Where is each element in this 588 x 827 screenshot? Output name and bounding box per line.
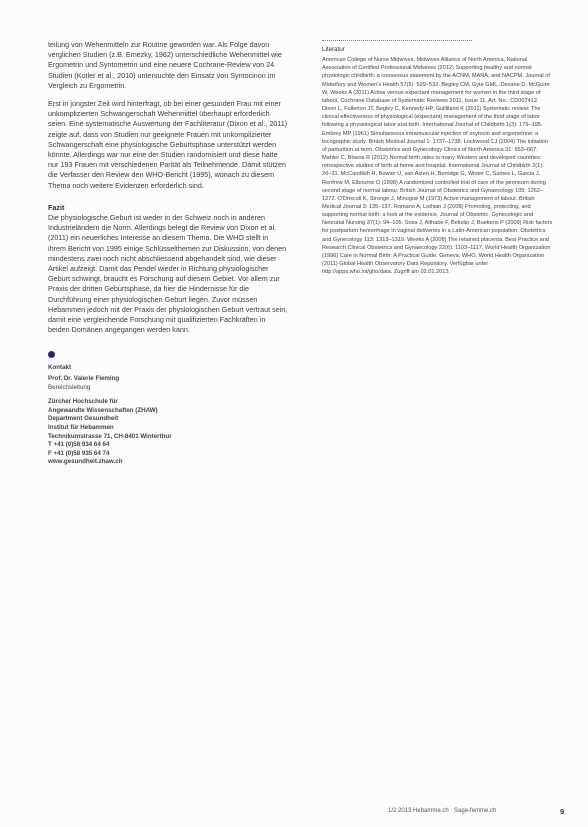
fazit-heading: Fazit xyxy=(48,202,65,212)
contact-line: Angewandte Wissenschaften (ZHAW) xyxy=(48,406,158,414)
contact-line: Technikumstrasse 71, CH-8401 Winterthur xyxy=(48,432,172,440)
right-column xyxy=(322,40,554,276)
contact-line: Institut für Hebammen xyxy=(48,424,114,432)
left-column xyxy=(48,40,288,467)
page-footer: 1/2 2013 Hebamme.ch · Sage-femme.ch xyxy=(388,808,497,814)
contact-line: Department Gesundheit xyxy=(48,415,119,423)
intro-paragraph: teilung von Wehenmitteln zur Routine geworden war. Als Folge davon verglichen Studien (z.B. Emezky, 1962) unterschiedliche Wehenmittel wie Ergometrin und Syntometrin und eine neuere Cochrane-Review von 24 Studien (Kotler et al., 2010) untersuchte den Einsatz von Syntocinon im Vergleich zu Ergometrin. xyxy=(48,40,282,90)
contact-name: Prof. Dr. Valerie Fleming xyxy=(48,375,120,383)
contact-line: F +41 (0)58 935 64 74 xyxy=(48,449,110,457)
contact-label: Kontakt xyxy=(48,364,72,372)
literature-title: Literatur xyxy=(322,46,345,53)
contact-role: Bereichsleitung xyxy=(48,383,91,391)
contact-line: T +41 (0)58 934 64 64 xyxy=(48,441,110,449)
literature-list: American College of Nurse Midwives, Midwives Alliance of North America, National Association of Certified Professional Midwives (2012) Supporting healthy and normal physiologic childbirth: a consensus statement by the ACNM, MANA, and NACPM. Journal of Midwifery and Women's Health 57(5): 529–532. Begley CM, Gyte GML, Devane D, McGuire W, Weeks A (2011) Active versus expectant management for women in the third stage of labour. Cochrane Database of Systematic Reviews 2011, Issue 11, Art. No.: CD007412. Dixon L, Fullerton JT, Begley C, Kennedy HP, Guilliland K (2011) Systematic review: The clinical effectiveness of physiological (expectant) management of the third stage of labor following a physiological labor and birth. International Journal of Childbirth 1(3): 179–195. Embrey MP (1961) Simultaneous intramuscular injection of oxytocin and ergometrine: a tocographic study. British Medical Journal 1: 1737–1738. Lockwood CJ (2004) The initiation of parturition at term. Obstetrics and Gynecology Clinics of North America 31: 653–667. Mahler C, Bloess R (2012) Normal birth rates in many Western and developed countries: retrospective studies of birth at home and hospital. International Journal of Childbirth 2(1): 20–31. McCandlish R, Bowler U, van Asten H, Berridge G, Winter C, Sames L, Garcia J, Renfrew M, Elbourne D (1998) A randomised controlled trial of care of the perineum during second stage of normal labour. British Journal of Obstetrics and Gynaecology 105: 1262–1272. O'Driscoll K, Stronge J, Minogue M (1973) Active management of labour. British Medical Journal 3: 135–137. Romano A, Lothian J (2008) Promoting, protecting, and supporting normal birth: a look at the evidence. Journal of Obstetric, Gynecologic and Neonatal Nursing 37(1): 94–105. Sosa J, Althabe F, Belizán J, Buekens P (2009) Risk factors for postpartum hemorrhage in vaginal deliveries in a Latin-American population. Obstetrics and Gynecology 113: 1313–1319. Weeks A (2008) The retained placenta. Best Practice and Research Clinical Obstetrics and Gynaecology 22(6): 1103–1117. World Health Organization (1996) Care in Normal Birth: A Practical Guide. Geneva: WHO. World Health Organization (2011) Global Health Observatory Data Repository. Verfügbar unter http://apps.who.int/gho/data. Zugriff am 02.01.2013. xyxy=(322,57,553,276)
contact-line: Zürcher Hochschule für xyxy=(48,398,118,406)
bullet-dot-icon xyxy=(48,351,55,358)
body-paragraph: Erst in jüngster Zeit wird hinterfragt, ob bei einer gesunden Frau mit einer unkomplizierten Schwangerschaft Wehenmittel überhaupt erforderlich seien. Eine systematische Auswertung der Fachliteratur (Dixon et al., 2011) zeigte auf, dass von Studien nur geeignete Frauen mit unkomplizierter Schwangerschaft eine physiologische Geburtsphase unterstützt werden könnte. Allerdings war nur eine der Studien randomisiert und diese hatte nur 193 Frauen mit verschiedenen Parität als Teilnehmende. Damit stützen die Verfasser den Review den WHO-Bericht (1995), wonach zu diesem Thema noch weitere Evidenzen erforderlich sind. xyxy=(48,99,288,190)
contact-link[interactable]: www.gesundheit.zhaw.ch xyxy=(48,458,123,466)
dotted-divider xyxy=(322,40,472,41)
contact-block xyxy=(48,364,288,467)
fazit-paragraph: Die physiologische Geburt ist weder in der Schweiz noch in anderen Industrieländern die Norm. Allerdings belegt die Review von Dixon et al. (2011) ein neuerliches Interesse an diesem Thema. Die WHO stellt in ihrem Bericht von 1995 einige Schlüsselthemen zur Diskussion, von denen mindestens zwei noch nicht abschliessend abgehandelt sind, wie dieser Artikel aufzeigt. Damit das Pendel wieder in Richtung physiologischer Geburt schwingt, braucht es Forschung auf diesem Gebiet. Vor allem zur Praxis der dritten Geburtsphase, da hier die Hindernisse für die Durchführung einer physiologischen Geburt liegen. Zuvor müssen Hebammen jedoch mit der Praxis der physiologischen Geburt vertraut sein, damit eine vergleichende Forschung mit qualifizierten Fachkräften in beiden Domänen angegangen werden kann. xyxy=(48,213,288,335)
page-number: 9 xyxy=(560,807,565,816)
